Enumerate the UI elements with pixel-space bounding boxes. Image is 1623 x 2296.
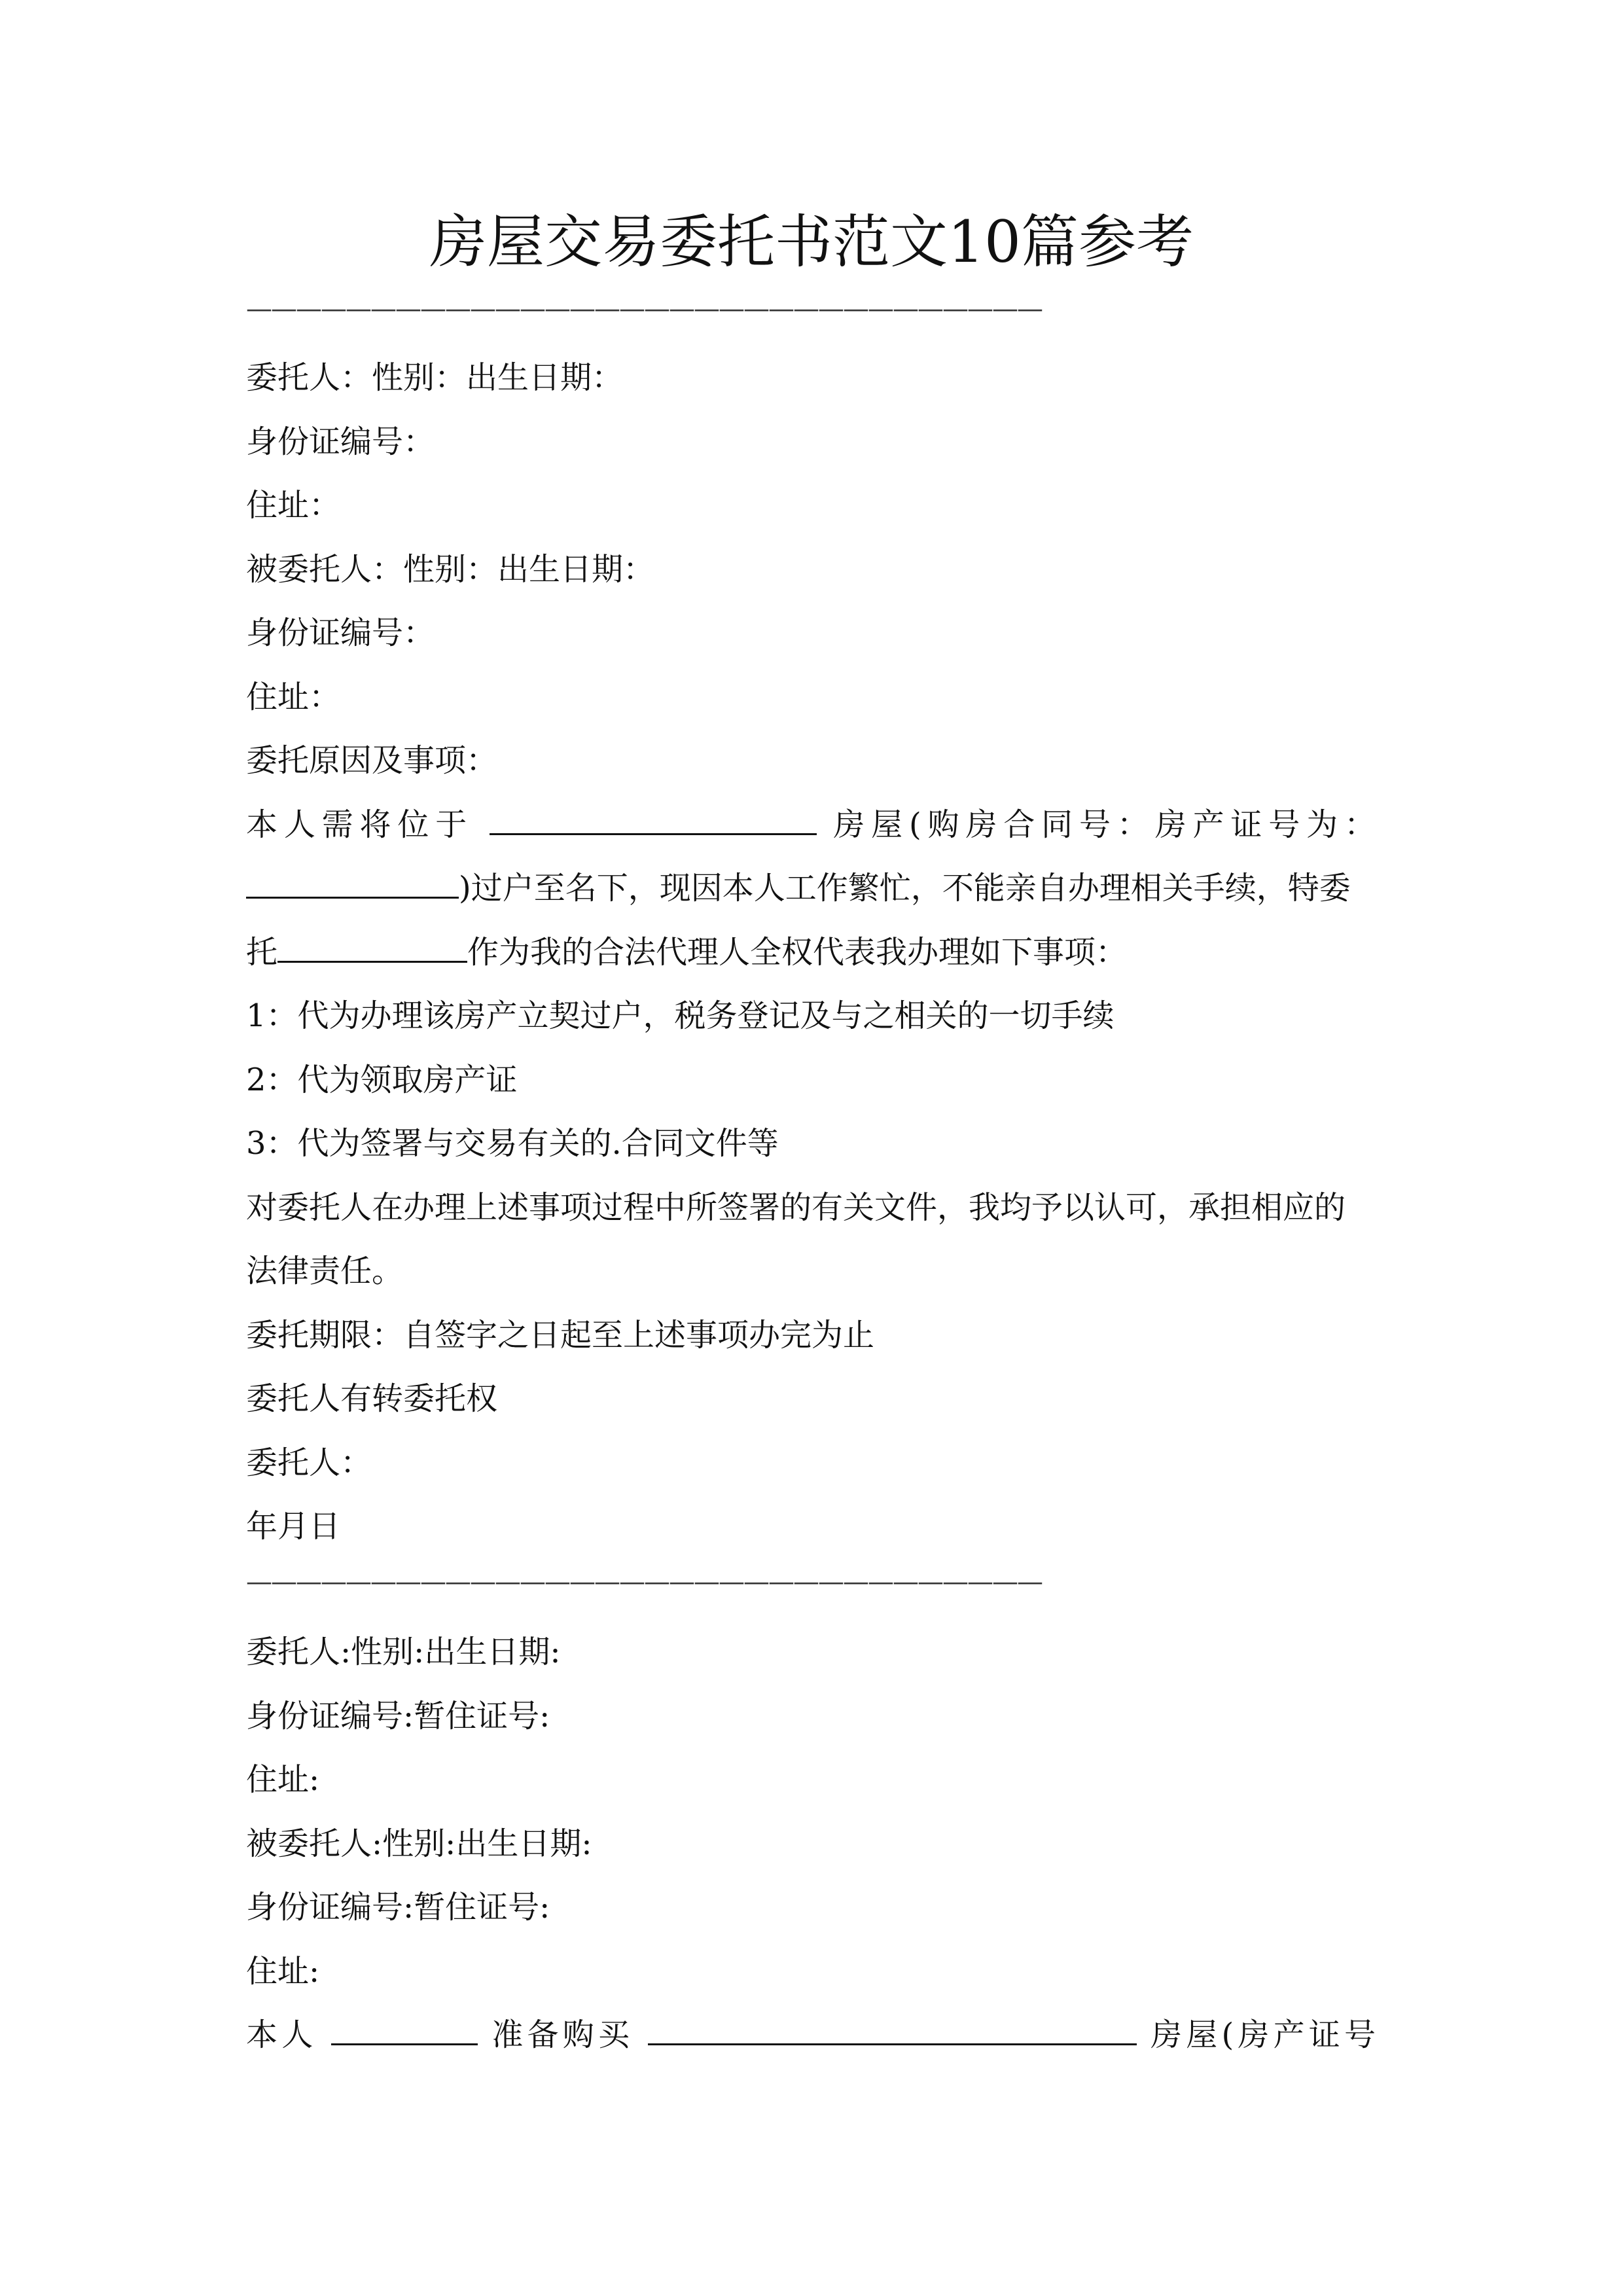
document-title: 房屋交易委托书范文10篇参考 [429, 208, 1194, 276]
text-line: 对委托人在办理上述事项过程中所签署的有关文件，我均予以认可，承担相应的 [246, 1189, 1346, 1226]
blank-field-cert-no [246, 857, 459, 899]
text-line [246, 921, 1376, 985]
text-line [246, 793, 1376, 857]
list-item: 1：代为办理该房产立契过户，税务登记及与之相关的一切手续 [246, 997, 1115, 1034]
text-line: 住址： [246, 678, 341, 715]
text: 本人需将位于 [246, 806, 474, 843]
text: 托 [246, 933, 278, 971]
separator-line: ———————————————————————————————— [246, 294, 1042, 324]
list-item: 3：代为签署与交易有关的.合同文件等 [246, 1125, 779, 1162]
text-line: 法律责任。 [246, 1253, 404, 1289]
text-line: 被委托人:性别:出生日期: [246, 1825, 592, 1862]
text-line: 委托人： [246, 1444, 372, 1481]
section-1 [246, 346, 1376, 1559]
blank-field-house [648, 2004, 1137, 2045]
text: )过户至名下，现因本人工作繁忙，不能亲自办理相关手续，特委 [459, 870, 1351, 906]
separator-line: ———————————————————————————————— [246, 1567, 1042, 1597]
text: 准备购买 [491, 2017, 634, 2053]
text: 本人 [246, 2017, 317, 2053]
text-line: 身份证编号:暂住证号: [246, 1697, 550, 1734]
section-2 [246, 1621, 1376, 2068]
text-line: 年月日 [246, 1508, 341, 1545]
text-line: 委托原因及事项： [246, 742, 498, 779]
text-line [246, 2003, 1376, 2068]
text-line: 住址： [246, 487, 341, 524]
text-line: 委托人有转委托权 [246, 1380, 498, 1417]
text-line: 身份证编号： [246, 423, 435, 460]
text-line: 委托人:性别:出生日期: [246, 1634, 561, 1670]
text-line: 住址: [246, 1761, 320, 1798]
blank-field-buyer [331, 2004, 478, 2045]
text-line: 身份证编号:暂住证号: [246, 1889, 550, 1926]
text-line: 身份证编号： [246, 615, 435, 651]
text-line: 委托人：性别：出生日期： [246, 359, 624, 396]
text: 房屋(购房合同号：房产证号为： [833, 806, 1376, 843]
blank-field-agent [277, 922, 467, 963]
blank-field-address [490, 794, 817, 835]
text-line: 被委托人：性别：出生日期： [246, 550, 655, 588]
list-item: 2：代为领取房产证 [246, 1061, 518, 1098]
text-line: 委托期限：自签字之日起至上述事项办完为止 [246, 1316, 875, 1354]
text: 作为我的合法代理人全权代表我办理如下事项： [467, 933, 1128, 971]
text: 房屋(房产证号 [1150, 2017, 1376, 2053]
text-line: 住址: [246, 1952, 320, 1990]
text-line [246, 857, 1376, 921]
